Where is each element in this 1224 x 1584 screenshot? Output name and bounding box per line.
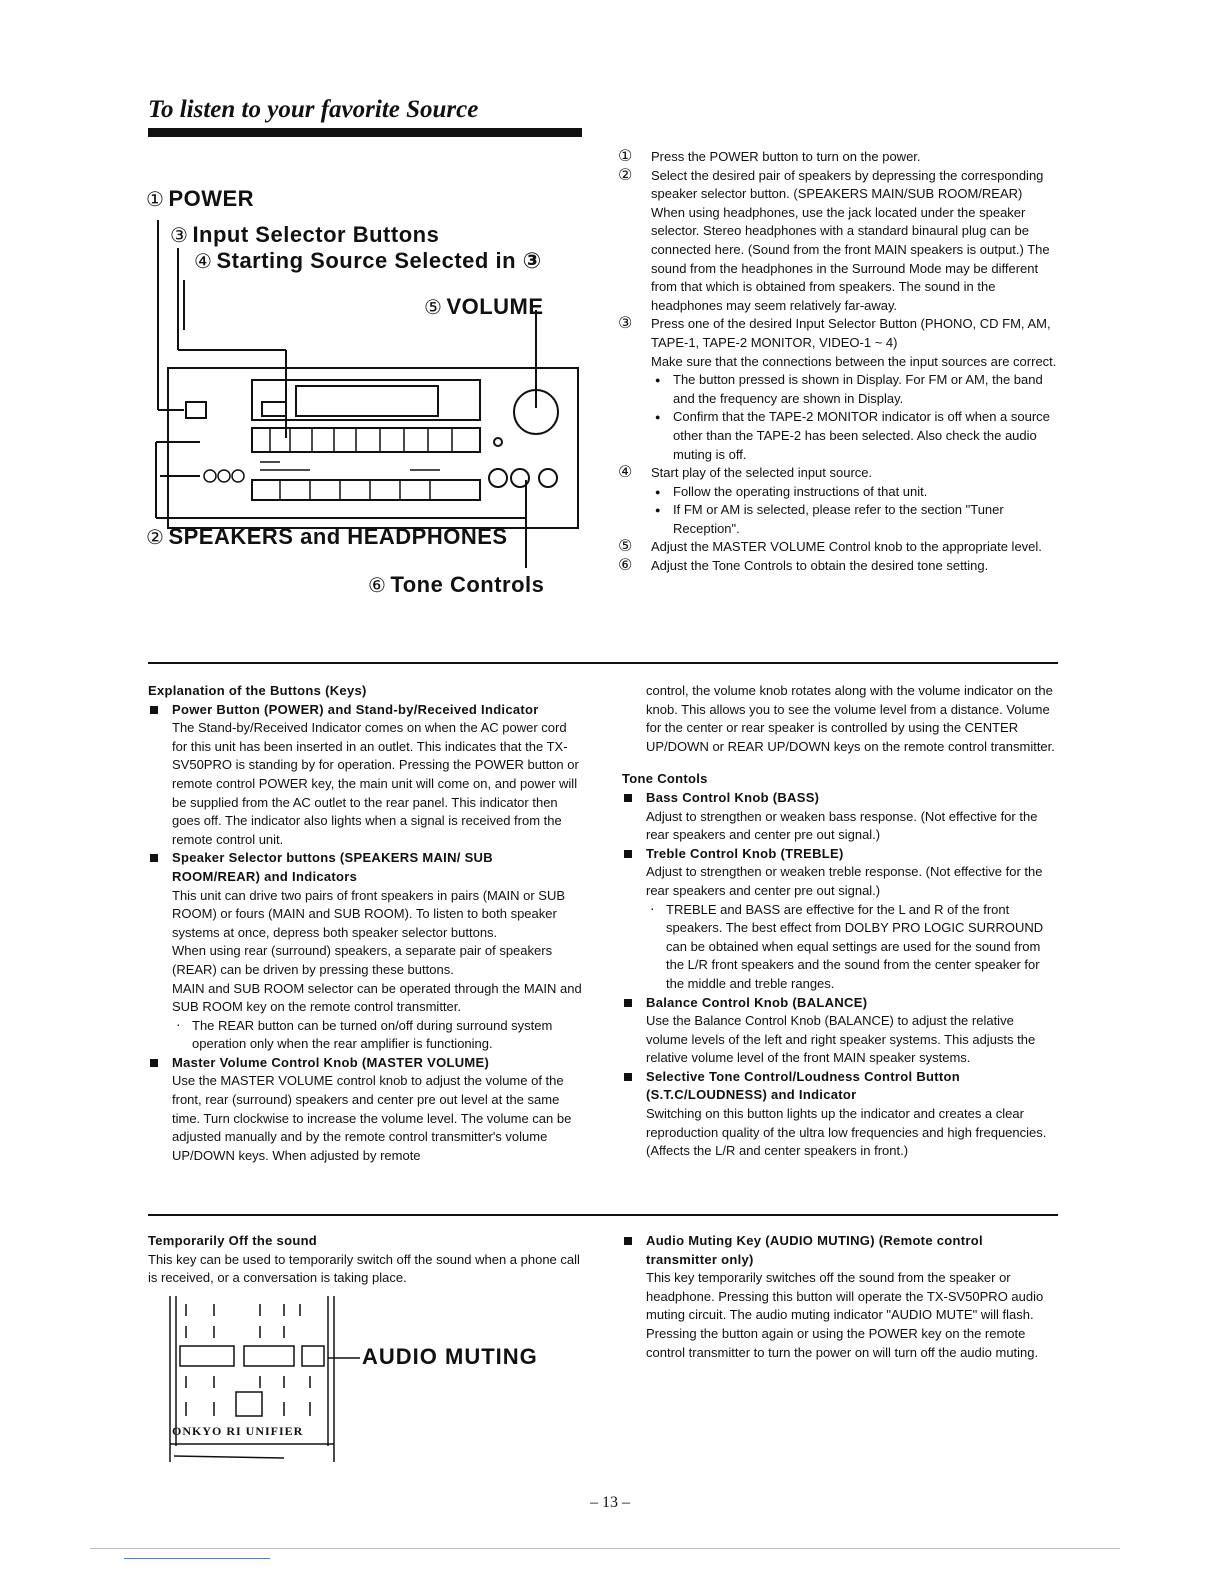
audio-muting-label: AUDIO MUTING <box>362 1344 538 1369</box>
step-3-bullet: ● The button pressed is shown in Display. For FM or AM, the band and the frequency are shown in Display. <box>651 371 1063 408</box>
page-number: – 13 – <box>590 1494 630 1511</box>
label-tone: ⑥ Tone Controls <box>368 572 545 597</box>
title-underline <box>148 128 582 137</box>
muting-key-column <box>622 1232 1058 1362</box>
item-body: This key temporarily switches off the sound from the speaker or headphone. Pressing this button will operate the TX-SV50PRO audio muting circuit. The audio muting indicator "AUDIO MUTE" will flash. Pressing the button again or using the POWER key on the remote control transmitter to turn the power on will turn off the audio muting. <box>646 1270 1044 1360</box>
section-heading: Temporarily Off the sound <box>148 1233 318 1248</box>
step-1: ① Press the POWER button to turn on the power. <box>618 148 921 165</box>
step-4: ④ Start play of the selected input source. ● Follow the operating instructions of that unit. ● If FM or AM is selected, please refer to the section "Tuner Reception". <box>618 464 1063 538</box>
step-6: ⑥ Adjust the Tone Controls to obtain the desired tone setting. <box>618 557 989 575</box>
label-power: ① POWER <box>146 186 255 211</box>
step-4-bullet: ● If FM or AM is selected, please refer to the section "Tuner Reception". <box>651 501 1063 538</box>
item-body: The Stand-by/Received Indicator comes on when the AC power cord for this unit has been inserted in an outlet. This indicates that the TX-SV50PRO is standing by for operation. Pressing the POWER button or remote control POWER key, the main unit will come on, and power will be supplied from the AC outlet to the rear panel. This indicator then goes off. The indicator also lights when a signal is received from the remote control unit. <box>172 720 579 847</box>
item-body: Use the MASTER VOLUME control knob to adjust the volume of the front, rear (surround) speakers and center pre out level at the same time. Turn clockwise to increase the volume level. The volume can be adjusted manually and by the remote control transmitter's volume UP/DOWN keys. When adjusted by remote <box>172 1073 572 1163</box>
section-heading: Explanation of the Buttons (Keys) <box>148 683 367 698</box>
section-divider <box>148 662 1058 664</box>
remote-brand-label: ONKYO RI UNIFIER <box>172 1424 304 1438</box>
label-starting-source: ④ Starting Source Selected in ③ <box>194 248 542 273</box>
remote-control-drawing <box>164 1296 364 1466</box>
item-body: Adjust to strengthen or weaken bass response. (Not effective for the rear speakers and center pre out signal.) <box>646 808 1038 843</box>
item-note: · TREBLE and BASS are effective for the L and R of the front speakers. The best effect from DOLBY PRO LOGIC SURROUND can be obtained when equal settings are used for the sound from the L/R front speakers and the sound from the center speaker for the middle and treble ranges. <box>622 901 1058 994</box>
label-volume: ⑤ VOLUME <box>424 294 544 319</box>
item-heading: Master Volume Control Knob (MASTER VOLUME) <box>148 1054 582 1073</box>
item-body: Switching on this button lights up the indicator and creates a clear reproduction quality of the ultra low frequencies and high frequencies. (Affects the L/R and center speakers in front.) <box>646 1106 1047 1159</box>
item-body: Use the Balance Control Knob (BALANCE) to adjust the relative volume levels of the left and right speaker systems. This adjusts the relative volume level of the front MAIN speaker systems. <box>646 1013 1036 1066</box>
label-input-selector: ③ Input Selector Buttons <box>170 222 440 247</box>
explanation-column <box>148 682 582 1165</box>
label-speakers: ② SPEAKERS and HEADPHONES <box>146 524 508 549</box>
tone-column <box>622 682 1058 1161</box>
item-body: control, the volume knob rotates along with the volume indicator on the knob. This allows you to see the volume level from a distance. Volume for the center or rear speaker is controlled by using the CENTER UP/DOWN or REAR UP/DOWN keys on the remote control transmitter. <box>646 683 1055 754</box>
item-heading: Selective Tone Control/Loudness Control Button (S.T.C/LOUDNESS) and Indicator <box>622 1068 1058 1105</box>
step-3-bullet: ● Confirm that the TAPE-2 MONITOR indicator is off when a source other than the TAPE-2 has been selected. Also check the audio muting is off. <box>651 408 1063 464</box>
steps-list <box>618 148 1063 576</box>
item-heading: Audio Muting Key (AUDIO MUTING) (Remote control transmitter only) <box>622 1232 1058 1269</box>
step-3: ③ Press one of the desired Input Selector Button (PHONO, CD FM, AM, TAPE-1, TAPE-2 MONITOR, VIDEO-1 ~ 4) Make sure that the connections between the input sources are correct. ● The button pressed is shown in Display. For FM or AM, the band and the frequency are shown in Display. ● Confirm that the TAPE-2 MONITOR indicator is off when a source other than the TAPE-2 has been selected. Also check the audio muting is off. <box>618 315 1063 464</box>
step-2: ② Select the desired pair of speakers by depressing the corresponding speaker selector button. (SPEAKERS MAIN/SUB ROOM/REAR) When using headphones, use the jack located under the speaker selector. Stereo headphones with a standard binaural plug can be connected here. (Sound from the front MAIN speakers is output.) The sound from the headphones in the Surround Mode may be different from that which is obtained from speakers. The sound in the headphones may seem relatively far-away. <box>618 166 1050 313</box>
section-divider <box>148 1214 1058 1216</box>
item-note: · The REAR button can be turned on/off during surround system operation only when the rear amplifier is functioning. <box>148 1017 582 1054</box>
item-body: Adjust to strengthen or weaken treble response. (Not effective for the rear speakers and center pre out signal.) <box>646 864 1043 898</box>
page-title: To listen to your favorite Source <box>148 96 479 123</box>
item-heading: Power Button (POWER) and Stand-by/Received Indicator <box>148 701 582 720</box>
step-5: ⑤ Adjust the MASTER VOLUME Control knob to the appropriate level. <box>618 538 1042 556</box>
item-body: This unit can drive two pairs of front speakers in pairs (MAIN or SUB ROOM) or fours (MAIN and SUB ROOM). To listen to both speaker systems at once, depress both speaker selector buttons. <box>172 887 566 940</box>
section-heading: Tone Contols <box>622 771 708 787</box>
item-heading: Treble Control Knob (TREBLE) <box>622 845 1058 864</box>
item-heading: Speaker Selector buttons (SPEAKERS MAIN/ SUB ROOM/REAR) and Indicators <box>148 849 582 886</box>
item-body: This key can be used to temporarily switch off the sound when a phone call is received, or a conversation is taking place. <box>148 1251 580 1286</box>
scan-artifact-line <box>90 1548 1120 1549</box>
item-body: MAIN and SUB ROOM selector can be operated through the MAIN and SUB ROOM key on the remote control transmitter. <box>172 980 582 1015</box>
item-heading: Bass Control Knob (BASS) <box>622 789 1058 808</box>
muting-intro <box>148 1232 582 1288</box>
item-heading: Balance Control Knob (BALANCE) <box>622 994 1058 1013</box>
step-4-bullet: ● Follow the operating instructions of that unit. <box>651 483 1063 502</box>
item-body: When using rear (surround) speakers, a separate pair of speakers (REAR) can be driven by pressing these buttons. <box>172 943 553 977</box>
scan-artifact-line <box>124 1558 270 1559</box>
